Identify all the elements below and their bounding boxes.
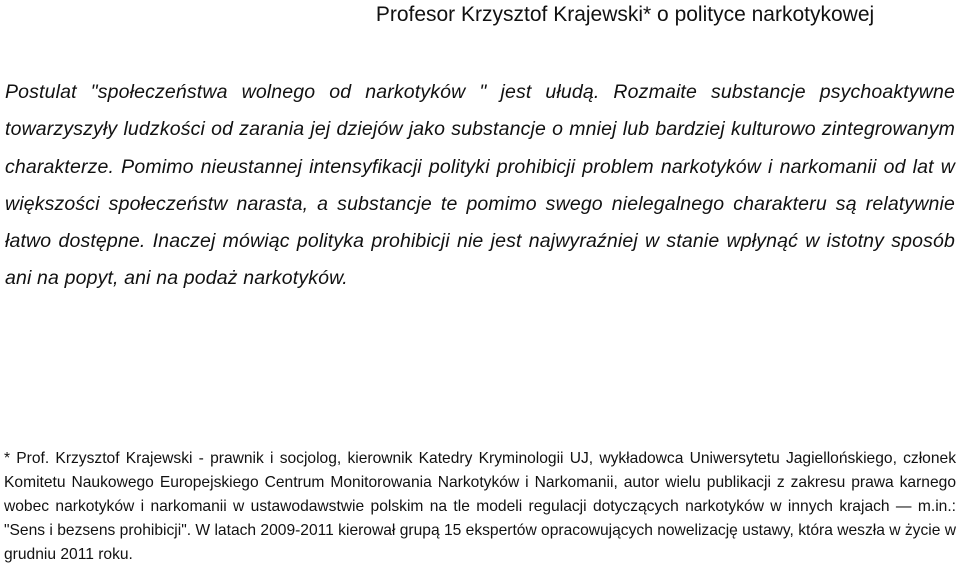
main-paragraph: Postulat "społeczeństwa wolnego od narkotyków " jest ułudą. Rozmaite substancje psychoaktywne towarzyszyły ludzkości od zarania jej dziejów jako substancje o mniej lub bardziej kulturowo zintegrowanym charakterze. Pomimo nieustannej intensyfikacji polityki prohibicji problem narkotyków i narkomanii od lat w większości społeczeństw narasta, a substancje te pomimo swego nielegalnego charakteru są relatywnie łatwo dostępne. Inaczej mówiąc polityka prohibicji nie jest najwyraźniej w stanie wpłynąć w istotny sposób ani na popyt, ani na podaż narkotyków. xyxy=(5,81,955,290)
author-footnote: * Prof. Krzysztof Krajewski - prawnik i socjolog, kierownik Katedry Kryminologii UJ, wykładowca Uniwersytetu Jagiellońskiego, członek Komitetu Naukowego Europejskiego Centrum Monitorowania Narkotyków i Narkomanii, autor wielu publikacji z zakresu prawa karnego wobec narkotyków i narkomanii w ustawodawstwie polskim na tle modeli regulacji dotyczących narkotyków w innych krajach — m.in.: "Sens i bezsens prohibicji". W latach 2009-2011 kierował grupą 15 ekspertów opracowujących nowelizację ustawy, która weszła w życie w grudniu 2011 roku. xyxy=(4,450,956,564)
document-title: Profesor Krzysztof Krajewski* o polityce narkotykowej xyxy=(375,3,875,26)
